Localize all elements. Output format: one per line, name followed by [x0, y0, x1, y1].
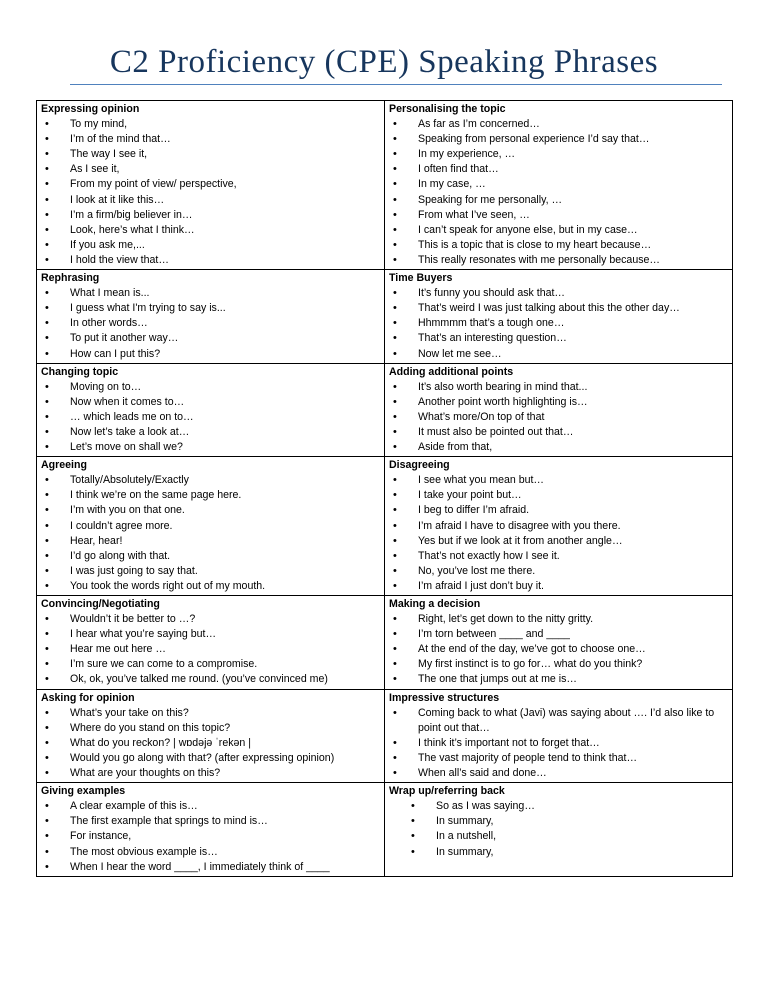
- phrase-item: • No, you’ve lost me there.: [389, 564, 729, 579]
- section-heading: Asking for opinion: [41, 691, 135, 704]
- phrase-item: • What do you reckon? | wɒdəjə ˈrekən |: [41, 736, 381, 751]
- section-heading: Changing topic: [41, 365, 119, 378]
- section-cell-right: [385, 101, 733, 270]
- section-heading: Giving examples: [41, 785, 126, 798]
- table-row: [37, 270, 733, 364]
- phrase-item: • Ok, ok, you’ve talked me round. (you’ve convinced me): [41, 672, 381, 687]
- table-row: [37, 783, 733, 877]
- section-heading: Adding additional points: [389, 365, 514, 378]
- title-underline: [70, 84, 722, 85]
- phrase-item: • That’s an interesting question…: [389, 331, 729, 346]
- section-heading: Wrap up/referring back: [389, 785, 505, 798]
- phrase-item: • I’m afraid I have to disagree with you there.: [389, 519, 729, 534]
- phrase-item: • Hhmmmm that’s a tough one…: [389, 316, 729, 331]
- phrase-item: • In a nutshell,: [389, 829, 729, 844]
- phrase-item: • As I see it,: [41, 162, 381, 177]
- phrase-list: [41, 612, 381, 687]
- phrase-item: • Coming back to what (Javi) was saying about …. I’d also like to point out that…: [389, 706, 729, 736]
- section-heading: Expressing opinion: [41, 103, 140, 115]
- phrase-item: • … which leads me on to…: [41, 410, 381, 425]
- phrase-item: • Let’s move on shall we?: [41, 440, 381, 455]
- phrase-item: • When all’s said and done…: [389, 766, 729, 781]
- phrase-item: • Look, here’s what I think…: [41, 223, 381, 238]
- phrase-item: • Would you go along with that? (after expressing opinion): [41, 751, 381, 766]
- phrase-list: [41, 799, 381, 874]
- section-cell-right: [385, 457, 733, 596]
- phrase-item: • I see what you mean but…: [389, 473, 729, 488]
- phrase-list: [389, 799, 729, 859]
- phrase-item: • I’m of the mind that…: [41, 132, 381, 147]
- phrase-item: • It must also be pointed out that…: [389, 425, 729, 440]
- phrase-item: • This really resonates with me personally because…: [389, 253, 729, 268]
- phrase-item: • What’s more/On top of that: [389, 410, 729, 425]
- phrase-item: • Now when it comes to…: [41, 395, 381, 410]
- phrase-item: • Where do you stand on this topic?: [41, 721, 381, 736]
- phrase-item: • So as I was saying…: [389, 799, 729, 814]
- phrase-item: • For instance,: [41, 829, 381, 844]
- phrase-item: • Now let’s take a look at…: [41, 425, 381, 440]
- phrase-list: [389, 117, 729, 268]
- phrase-item: • To put it another way…: [41, 331, 381, 346]
- section-cell-right: [385, 783, 733, 877]
- phrases-table-body: [37, 101, 733, 877]
- section-heading: Convincing/Negotiating: [41, 598, 160, 610]
- phrases-table: [36, 100, 733, 877]
- section-cell-right: [385, 363, 733, 457]
- table-row: [37, 101, 733, 270]
- phrase-item: • The first example that springs to mind is…: [41, 814, 381, 829]
- phrase-list: [389, 706, 729, 781]
- table-row: [37, 689, 733, 783]
- phrase-item: • I’m torn between ____ and ____: [389, 627, 729, 642]
- phrase-item: • Hear me out here …: [41, 642, 381, 657]
- phrase-item: • Yes but if we look at it from another angle…: [389, 534, 729, 549]
- phrase-item: • The vast majority of people tend to think that…: [389, 751, 729, 766]
- phrase-item: • I look at it like this…: [41, 193, 381, 208]
- table-row: [37, 363, 733, 457]
- phrase-item: • You took the words right out of my mouth.: [41, 579, 381, 594]
- phrase-list: [41, 473, 381, 594]
- section-cell-left: [37, 783, 385, 877]
- phrase-item: • In summary,: [389, 845, 729, 860]
- section-heading: Agreeing: [41, 459, 87, 472]
- phrase-list: [41, 706, 381, 781]
- section-heading: Rephrasing: [41, 272, 100, 285]
- phrase-item: • This is a topic that is close to my heart because…: [389, 238, 729, 253]
- phrase-item: • Moving on to…: [41, 380, 381, 395]
- phrase-item: • I often find that…: [389, 162, 729, 177]
- phrase-item: • In other words…: [41, 316, 381, 331]
- phrase-item: • I guess what I'm trying to say is...: [41, 301, 381, 316]
- phrase-item: • When I hear the word ____, I immediately think of ____: [41, 860, 381, 875]
- phrase-item: • I beg to differ I’m afraid.: [389, 503, 729, 518]
- phrase-item: • I think it’s important not to forget that…: [389, 736, 729, 751]
- phrase-item: • I’m afraid I just don’t buy it.: [389, 579, 729, 594]
- phrase-item: • I hear what you’re saying but…: [41, 627, 381, 642]
- phrase-item: • I hold the view that…: [41, 253, 381, 268]
- phrase-item: • What are your thoughts on this?: [41, 766, 381, 781]
- phrase-item: • A clear example of this is…: [41, 799, 381, 814]
- phrase-item: • It’s funny you should ask that…: [389, 286, 729, 301]
- phrase-item: • If you ask me,...: [41, 238, 381, 253]
- phrase-item: • As far as I’m concerned…: [389, 117, 729, 132]
- phrase-item: • What’s your take on this?: [41, 706, 381, 721]
- phrase-item: • I’m a firm/big believer in…: [41, 208, 381, 223]
- phrase-list: [389, 286, 729, 361]
- phrase-item: • Speaking for me personally, …: [389, 193, 729, 208]
- phrase-item: • The way I see it,: [41, 147, 381, 162]
- phrase-item: • I was just going to say that.: [41, 564, 381, 579]
- phrase-item: • In my case, …: [389, 177, 729, 192]
- section-cell-left: [37, 596, 385, 690]
- phrase-item: • Hear, hear!: [41, 534, 381, 549]
- phrase-item: • Now let me see…: [389, 347, 729, 362]
- phrase-item: • I’d go along with that.: [41, 549, 381, 564]
- phrase-item: • I can’t speak for anyone else, but in my case…: [389, 223, 729, 238]
- section-heading: Time Buyers: [389, 272, 453, 285]
- section-cell-left: [37, 363, 385, 457]
- phrase-list: [389, 612, 729, 687]
- phrase-item: • Aside from that,: [389, 440, 729, 455]
- phrase-list: [389, 473, 729, 594]
- phrase-item: • Another point worth highlighting is…: [389, 395, 729, 410]
- phrase-item: • It’s also worth bearing in mind that...: [389, 380, 729, 395]
- phrase-list: [41, 117, 381, 268]
- phrase-item: • What I mean is...: [41, 286, 381, 301]
- phrase-item: • The most obvious example is…: [41, 845, 381, 860]
- section-cell-left: [37, 457, 385, 596]
- section-cell-right: [385, 270, 733, 364]
- phrase-list: [41, 380, 381, 455]
- section-heading: Making a decision: [389, 598, 481, 610]
- phrase-item: • My first instinct is to go for… what do you think?: [389, 657, 729, 672]
- page-title: C2 Proficiency (CPE) Speaking Phrases: [109, 44, 659, 80]
- phrase-item: • The one that jumps out at me is…: [389, 672, 729, 687]
- phrase-item: • From my point of view/ perspective,: [41, 177, 381, 192]
- phrase-item: • Totally/Absolutely/Exactly: [41, 473, 381, 488]
- phrase-item: • At the end of the day, we’ve got to choose one…: [389, 642, 729, 657]
- section-cell-right: [385, 596, 733, 690]
- phrase-item: • I think we’re on the same page here.: [41, 488, 381, 503]
- phrase-item: • I couldn’t agree more.: [41, 519, 381, 534]
- phrase-item: • Right, let’s get down to the nitty gritty.: [389, 612, 729, 627]
- section-cell-right: [385, 689, 733, 783]
- phrase-list: [389, 380, 729, 455]
- phrase-item: • I’m sure we can come to a compromise.: [41, 657, 381, 672]
- table-row: [37, 457, 733, 596]
- phrase-item: • I’m with you on that one.: [41, 503, 381, 518]
- section-heading: Impressive structures: [389, 691, 500, 704]
- phrase-item: • In my experience, …: [389, 147, 729, 162]
- phrase-item: • How can I put this?: [41, 347, 381, 362]
- phrase-item: • That’s not exactly how I see it.: [389, 549, 729, 564]
- table-row: [37, 596, 733, 690]
- phrase-item: • Wouldn’t it be better to …?: [41, 612, 381, 627]
- phrase-list: [41, 286, 381, 361]
- section-heading: Disagreeing: [389, 459, 450, 472]
- phrase-item: • I take your point but…: [389, 488, 729, 503]
- phrase-item: • In summary,: [389, 814, 729, 829]
- phrase-item: • To my mind,: [41, 117, 381, 132]
- section-cell-left: [37, 689, 385, 783]
- phrase-item: • Speaking from personal experience I’d say that…: [389, 132, 729, 147]
- section-heading: Personalising the topic: [389, 103, 506, 115]
- section-cell-left: [37, 270, 385, 364]
- phrase-item: • That’s weird I was just talking about this the other day…: [389, 301, 729, 316]
- section-cell-left: [37, 101, 385, 270]
- phrase-item: • From what I’ve seen, …: [389, 208, 729, 223]
